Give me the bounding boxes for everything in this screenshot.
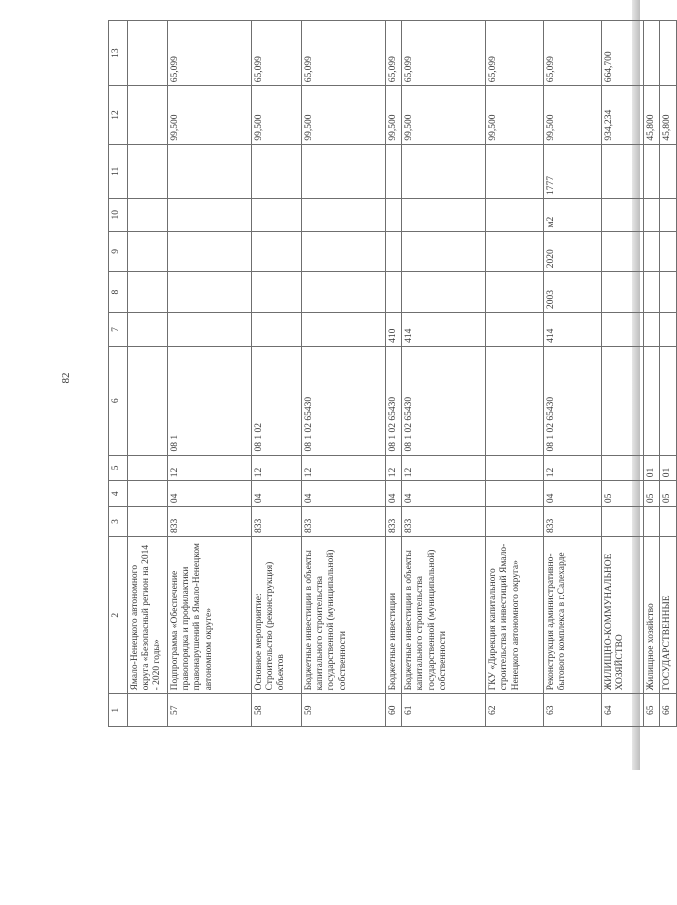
row-name-cell: ГКУ «Дирекция капитального строительства и инвестиций Ямало-Ненецкого автономного округа»	[486, 536, 544, 693]
row-name-cell: ГОСУДАРСТВЕННЫЕ	[660, 536, 676, 693]
row-value-cell	[644, 312, 660, 346]
row-value-cell: 05	[644, 481, 660, 507]
header-cell: 1	[109, 694, 128, 727]
row-value-cell	[128, 346, 168, 455]
row-value-cell: 08 1 02 65430	[544, 346, 602, 455]
row-value-cell	[402, 231, 486, 272]
row-value-cell: 04	[252, 481, 302, 507]
row-value-cell: 833	[302, 507, 386, 537]
row-value-cell	[486, 272, 544, 313]
header-cell: 6	[109, 346, 128, 455]
row-value-cell: 65,099	[252, 21, 302, 86]
row-value-cell: 04	[302, 481, 386, 507]
row-number-cell: 58	[252, 694, 302, 727]
row-value-cell	[660, 198, 676, 231]
row-number-cell	[128, 694, 168, 727]
row-value-cell	[486, 507, 544, 537]
row-value-cell	[660, 346, 676, 455]
row-name-cell: Подпрограмма «Обеспечение правопорядка и профилактики правонарушений в Ямало-Ненецком автономном округе»	[168, 536, 252, 693]
row-value-cell	[602, 455, 644, 481]
row-value-cell: 2003	[544, 272, 602, 313]
page-number: 82	[60, 372, 72, 384]
row-value-cell: 65,099	[486, 21, 544, 86]
table-row	[644, 21, 660, 727]
row-value-cell	[486, 455, 544, 481]
row-value-cell	[128, 481, 168, 507]
row-value-cell	[168, 272, 252, 313]
row-value-cell	[486, 198, 544, 231]
table-row	[302, 21, 386, 727]
header-cell: 13	[109, 21, 128, 86]
row-value-cell	[168, 198, 252, 231]
header-cell: 8	[109, 272, 128, 313]
row-number-cell: 66	[660, 694, 676, 727]
row-value-cell: 04	[168, 481, 252, 507]
row-value-cell	[644, 144, 660, 198]
row-number-cell: 65	[644, 694, 660, 727]
row-value-cell: 99,500	[486, 86, 544, 144]
row-value-cell	[602, 312, 644, 346]
row-value-cell	[602, 231, 644, 272]
row-value-cell: 12	[544, 455, 602, 481]
row-number-cell: 62	[486, 694, 544, 727]
row-value-cell	[128, 231, 168, 272]
row-value-cell	[660, 231, 676, 272]
table-row	[486, 21, 544, 727]
row-value-cell	[602, 144, 644, 198]
row-value-cell: 05	[660, 481, 676, 507]
row-value-cell: 99,500	[252, 86, 302, 144]
row-value-cell	[386, 272, 402, 313]
table-row	[168, 21, 252, 727]
row-value-cell: 12	[168, 455, 252, 481]
row-value-cell: 99,500	[544, 86, 602, 144]
row-value-cell: 01	[644, 455, 660, 481]
row-value-cell: 45,800	[644, 86, 660, 144]
row-value-cell	[644, 507, 660, 537]
row-value-cell	[386, 144, 402, 198]
row-value-cell: 934,234	[602, 86, 644, 144]
row-value-cell: 45,800	[660, 86, 676, 144]
row-value-cell: 08 1 02 65430	[386, 346, 402, 455]
row-value-cell: 65,099	[402, 21, 486, 86]
table-row	[660, 21, 676, 727]
row-name-cell: Бюджетные инвестиции	[386, 536, 402, 693]
row-value-cell	[660, 21, 676, 86]
row-value-cell	[486, 346, 544, 455]
row-value-cell: 833	[386, 507, 402, 537]
row-name-cell: Бюджетные инвестиции в объекты капитального строительства государственной (муниципальной) собственности	[402, 536, 486, 693]
row-number-cell: 64	[602, 694, 644, 727]
row-value-cell: 833	[252, 507, 302, 537]
row-value-cell	[660, 507, 676, 537]
header-cell: 12	[109, 86, 128, 144]
row-value-cell	[486, 481, 544, 507]
row-name-cell: Жилищное хозяйство	[644, 536, 660, 693]
row-value-cell	[602, 507, 644, 537]
row-number-cell: 63	[544, 694, 602, 727]
table-row	[602, 21, 644, 727]
row-value-cell	[252, 272, 302, 313]
table-row	[252, 21, 302, 727]
row-value-cell	[660, 272, 676, 313]
budget-table	[108, 20, 677, 727]
row-value-cell: 99,500	[168, 86, 252, 144]
row-value-cell	[252, 144, 302, 198]
row-value-cell	[486, 231, 544, 272]
row-value-cell	[402, 144, 486, 198]
row-value-cell	[302, 144, 386, 198]
row-value-cell: 65,099	[386, 21, 402, 86]
row-value-cell	[644, 346, 660, 455]
table-row	[386, 21, 402, 727]
header-cell: 7	[109, 312, 128, 346]
row-value-cell	[644, 198, 660, 231]
row-value-cell	[302, 312, 386, 346]
row-value-cell: 04	[402, 481, 486, 507]
table-row	[402, 21, 486, 727]
row-value-cell	[128, 21, 168, 86]
row-name-cell: Основное мероприятие: Строительство (реконструкция) объектов	[252, 536, 302, 693]
row-value-cell	[644, 21, 660, 86]
row-value-cell	[660, 312, 676, 346]
row-value-cell: 414	[544, 312, 602, 346]
row-name-cell: Ямало-Ненецкого автономного округа «Безопасный регион на 2014 - 2020 годы»	[128, 536, 168, 693]
row-value-cell	[402, 198, 486, 231]
row-number-cell: 61	[402, 694, 486, 727]
row-value-cell	[644, 231, 660, 272]
row-name-cell: ЖИЛИЩНО-КОММУНАЛЬНОЕ ХОЗЯЙСТВО	[602, 536, 644, 693]
row-value-cell: 01	[660, 455, 676, 481]
row-value-cell: 1777	[544, 144, 602, 198]
row-value-cell	[602, 272, 644, 313]
row-value-cell	[602, 198, 644, 231]
row-value-cell	[168, 231, 252, 272]
row-value-cell	[128, 455, 168, 481]
row-value-cell	[302, 231, 386, 272]
table-header-row	[109, 21, 128, 727]
row-value-cell: 414	[402, 312, 486, 346]
row-number-cell: 57	[168, 694, 252, 727]
row-value-cell	[386, 198, 402, 231]
row-value-cell: 99,500	[386, 86, 402, 144]
row-value-cell: 12	[302, 455, 386, 481]
row-value-cell: 833	[402, 507, 486, 537]
row-value-cell	[402, 272, 486, 313]
row-value-cell	[252, 312, 302, 346]
header-cell: 2	[109, 536, 128, 693]
row-value-cell: 08 1 02	[252, 346, 302, 455]
row-value-cell: 04	[544, 481, 602, 507]
row-value-cell: 833	[544, 507, 602, 537]
row-value-cell: 08 1 02 65430	[302, 346, 386, 455]
header-cell: 10	[109, 198, 128, 231]
row-value-cell	[602, 346, 644, 455]
row-value-cell	[252, 198, 302, 231]
row-value-cell: 12	[386, 455, 402, 481]
row-value-cell	[128, 507, 168, 537]
row-value-cell: 04	[386, 481, 402, 507]
row-value-cell: 664,700	[602, 21, 644, 86]
row-number-cell: 60	[386, 694, 402, 727]
row-value-cell: 08 1	[168, 346, 252, 455]
row-value-cell	[128, 312, 168, 346]
header-cell: 5	[109, 455, 128, 481]
row-value-cell: 12	[252, 455, 302, 481]
row-value-cell	[128, 86, 168, 144]
row-value-cell	[486, 312, 544, 346]
row-value-cell	[252, 231, 302, 272]
header-cell: 3	[109, 507, 128, 537]
row-value-cell: 65,099	[168, 21, 252, 86]
row-value-cell: 65,099	[544, 21, 602, 86]
row-value-cell: 65,099	[302, 21, 386, 86]
row-value-cell	[128, 144, 168, 198]
table-row	[544, 21, 602, 727]
row-value-cell: 05	[602, 481, 644, 507]
row-value-cell: 2020	[544, 231, 602, 272]
row-value-cell: 99,500	[302, 86, 386, 144]
row-value-cell: 410	[386, 312, 402, 346]
row-value-cell: 833	[168, 507, 252, 537]
row-value-cell	[128, 198, 168, 231]
row-value-cell: 08 1 02 65430	[402, 346, 486, 455]
row-value-cell	[644, 272, 660, 313]
row-value-cell	[168, 144, 252, 198]
row-value-cell: 99,500	[402, 86, 486, 144]
row-value-cell	[660, 144, 676, 198]
row-value-cell: м2	[544, 198, 602, 231]
row-name-cell: Реконструкция административно-бытового комплекса в г.Салехарде	[544, 536, 602, 693]
row-value-cell: 12	[402, 455, 486, 481]
row-value-cell	[128, 272, 168, 313]
header-cell: 9	[109, 231, 128, 272]
table-row	[128, 21, 168, 727]
row-value-cell	[302, 198, 386, 231]
row-number-cell: 59	[302, 694, 386, 727]
row-value-cell	[168, 312, 252, 346]
row-name-cell: Бюджетные инвестиции в объекты капитального строительства государственной (муниципальной) собственности	[302, 536, 386, 693]
row-value-cell	[486, 144, 544, 198]
header-cell: 11	[109, 144, 128, 198]
header-cell: 4	[109, 481, 128, 507]
row-value-cell	[386, 231, 402, 272]
row-value-cell	[302, 272, 386, 313]
